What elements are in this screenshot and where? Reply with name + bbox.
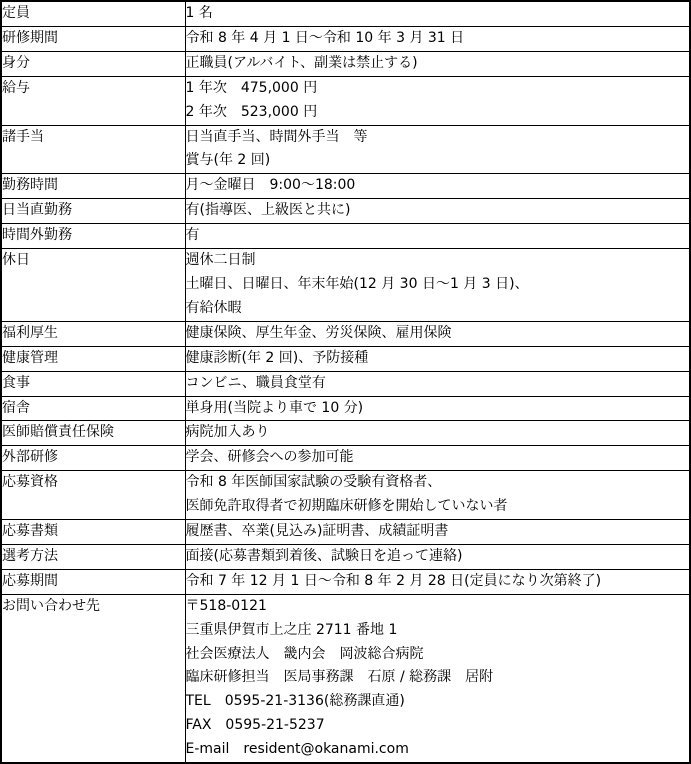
table-row	[1, 520, 690, 545]
value-line: 日当直手当、時間外手当 等	[185, 128, 368, 145]
table-row	[1, 594, 690, 763]
table-row	[1, 471, 690, 520]
table-row	[1, 76, 690, 125]
value-line: 臨床研修担当 医局事務課 石原 / 総務課 居附	[185, 669, 494, 686]
row-label: 外部研修	[1, 446, 185, 471]
row-label: お問い合わせ先	[1, 594, 185, 763]
row-label: 日当直勤務	[1, 199, 185, 224]
table-row	[1, 446, 690, 471]
row-label: 勤務時間	[1, 174, 185, 199]
value-line: 健康診断(年 2 回)、予防接種	[185, 349, 369, 366]
row-value	[185, 446, 690, 471]
value-line: 面接(応募書類到着後、試験日を追って連絡)	[185, 547, 463, 564]
row-value	[185, 594, 690, 763]
table-row	[1, 249, 690, 322]
table-row	[1, 125, 690, 174]
row-label: 休日	[1, 249, 185, 322]
value-line: TEL 0595-21-3136(総務課直通)	[185, 693, 405, 710]
table-row	[1, 569, 690, 594]
value-line: 三重県伊賀市上之庄 2711 番地 1	[185, 621, 398, 638]
row-value	[185, 76, 690, 125]
value-line: 履歴書、卒業(見込み)証明書、成績証明書	[185, 523, 449, 540]
row-label: 選考方法	[1, 544, 185, 569]
table-body	[1, 1, 690, 763]
table-row	[1, 26, 690, 51]
value-line: 令和 8 年 4 月 1 日～令和 10 年 3 月 31 日	[185, 29, 465, 46]
value-line: 社会医療法人 畿内会 岡波総合病院	[185, 645, 424, 662]
value-line: 土曜日、日曜日、年末年始(12 月 30 日～1 月 3 日)、	[185, 275, 529, 292]
row-value	[185, 544, 690, 569]
value-line: 〒518-0121	[185, 597, 267, 614]
table-row	[1, 51, 690, 76]
value-line: 週休二日制	[185, 252, 256, 269]
value-line: 賞与(年 2 回)	[185, 152, 271, 169]
value-line: 令和 8 年医師国家試験の受験有資格者、	[185, 474, 442, 491]
value-line: 有	[185, 227, 200, 244]
value-line: FAX 0595-21-5237	[185, 717, 325, 734]
table-row	[1, 346, 690, 371]
table-row	[1, 396, 690, 421]
row-value	[185, 174, 690, 199]
row-value	[185, 346, 690, 371]
value-line: E-mail resident@okanami.com	[185, 741, 409, 758]
row-value	[185, 321, 690, 346]
row-label: 応募書類	[1, 520, 185, 545]
value-line: 健康保険、厚生年金、労災保険、雇用保険	[185, 324, 452, 341]
value-line: 学会、研修会への参加可能	[185, 449, 354, 466]
value-line: 正職員(アルバイト、副業は禁止する)	[185, 54, 418, 71]
value-line: 単身用(当院より車で 10 分)	[185, 399, 364, 416]
row-label: 福利厚生	[1, 321, 185, 346]
row-value	[185, 125, 690, 174]
row-value	[185, 371, 690, 396]
row-label: 医師賠償責任保険	[1, 421, 185, 446]
row-value	[185, 1, 690, 26]
value-line: 1 名	[185, 5, 213, 21]
row-value	[185, 396, 690, 421]
row-value	[185, 199, 690, 224]
value-line: 2 年次 523,000 円	[185, 103, 318, 120]
row-label: 食事	[1, 371, 185, 396]
row-value	[185, 51, 690, 76]
row-label: 健康管理	[1, 346, 185, 371]
row-label: 研修期間	[1, 26, 185, 51]
table-row	[1, 421, 690, 446]
row-label: 応募期間	[1, 569, 185, 594]
value-line: 令和 7 年 12 月 1 日～令和 8 年 2 月 28 日(定員になり次第終了)	[185, 572, 602, 589]
row-label: 定員	[1, 1, 185, 26]
table-row	[1, 1, 690, 26]
table-row	[1, 224, 690, 249]
row-label: 身分	[1, 51, 185, 76]
row-value	[185, 26, 690, 51]
row-value	[185, 520, 690, 545]
row-label: 宿舎	[1, 396, 185, 421]
value-line: 月～金曜日 9:00～18:00	[185, 177, 356, 194]
table-row	[1, 199, 690, 224]
row-value	[185, 421, 690, 446]
row-label: 諸手当	[1, 125, 185, 174]
table-row	[1, 544, 690, 569]
value-line: 1 年次 475,000 円	[185, 79, 318, 96]
value-line: 病院加入あり	[185, 424, 270, 441]
table-row	[1, 321, 690, 346]
row-label: 時間外勤務	[1, 224, 185, 249]
value-line: 有給休暇	[185, 299, 242, 316]
row-label: 応募資格	[1, 471, 185, 520]
row-label: 給与	[1, 76, 185, 125]
row-value	[185, 569, 690, 594]
value-line: 医師免許取得者で初期臨床研修を開始していない者	[185, 498, 508, 515]
row-value	[185, 249, 690, 322]
value-line: コンビニ、職員食堂有	[185, 374, 326, 391]
row-value	[185, 471, 690, 520]
table-row	[1, 174, 690, 199]
row-value	[185, 224, 690, 249]
table-row	[1, 371, 690, 396]
value-line: 有(指導医、上級医と共に)	[185, 202, 351, 219]
